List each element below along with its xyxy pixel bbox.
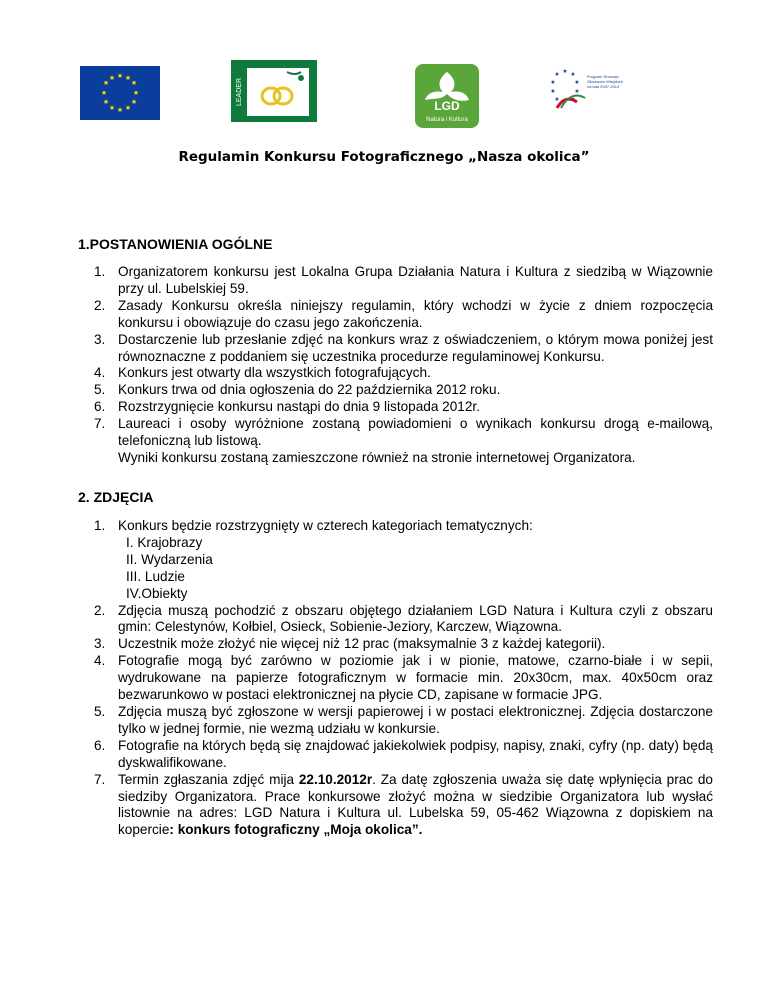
list-item xyxy=(94,331,713,366)
prow-logo xyxy=(547,68,627,112)
svg-text:★: ★ xyxy=(102,98,110,106)
item-text: Fotografie na których będą się znajdować jakiekolwiek podpisy, napisy, znaki, cyfry (np. daty) będą dyskwalifikowane. xyxy=(118,737,713,770)
svg-text:★: ★ xyxy=(574,79,580,86)
svg-text:★: ★ xyxy=(102,79,110,87)
list-item xyxy=(94,518,713,603)
svg-text:★: ★ xyxy=(554,71,560,78)
svg-text:★: ★ xyxy=(550,79,556,86)
leader-logo xyxy=(231,60,317,122)
item-text: Konkurs trwa od dnia ogłoszenia do 22 października 2012 roku. xyxy=(118,382,501,398)
list-item xyxy=(94,382,713,399)
category-item: II. Wydarzenia xyxy=(126,551,213,567)
item-text: Zdjęcia muszą być zgłoszone w wersji papierowej i w postaci elektronicznej. Zdjęcia dostarczone tylko w jednej formie, nie wezmą udziału w konkursie. xyxy=(118,703,713,736)
envelope-note: : konkurs fotograficzny „Moja okolica”. xyxy=(169,822,423,838)
lgd-natura-logo xyxy=(415,64,479,128)
svg-text:★: ★ xyxy=(574,88,580,95)
leader-logo-text: LEADER xyxy=(236,77,243,106)
item-number: 2. xyxy=(94,602,106,618)
item-text: Konkurs jest otwarty dla wszystkich fotografujących. xyxy=(118,365,431,381)
item-text: Zdjęcia muszą pochodzić z obszaru objętego działaniem LGD Natura i Kultura czyli z obszaru gmin: Celestynów, Kołbiel, Osieck, Sobienie-Jeziory, Karczew, Wiązowna. xyxy=(118,602,713,635)
item-number: 4. xyxy=(94,365,106,381)
item-extra-text: Wyniki konkursu zostaną zamieszczone również na stronie internetowej Organizatora. xyxy=(118,449,636,465)
svg-text:★: ★ xyxy=(562,68,568,75)
item-text: Fotografie mogą być zarówno w poziomie jak i w pionie, matowe, czarno-białe i w sepii, wydrukowane na papierze fotograficznym w formacie min. 20x30cm, max. 40x50cm oraz bezwarunkowo w postaci elektronicznej na płycie CD, zapisane w formacie JPG. xyxy=(118,653,713,703)
item-text: Laureaci i osoby wyróżnione zostaną powiadomieni o wynikach konkursu drogą e-mailową, telefoniczną lub listową. xyxy=(118,416,713,449)
svg-text:★: ★ xyxy=(124,104,132,112)
item-number: 4. xyxy=(94,653,106,669)
document-title: Regulamin Konkursu Fotograficznego „Nasza okolica” xyxy=(178,149,590,165)
item-number: 3. xyxy=(94,636,106,652)
item-number: 1. xyxy=(94,264,106,279)
item-number: 3. xyxy=(94,331,106,347)
item-text: Uczestnik może złożyć nie więcej niż 12 prac (maksymalnie 3 z każdej kategorii). xyxy=(118,636,606,652)
svg-text:★: ★ xyxy=(130,79,138,87)
list-item xyxy=(94,602,713,637)
svg-text:★: ★ xyxy=(108,104,116,112)
svg-text:★: ★ xyxy=(550,88,556,95)
item-text: Organizatorem konkursu jest Lokalna Grupa Działania Natura i Kultura z siedzibą w Wiązownie przy ul. Lubelskiej 59. xyxy=(118,264,713,296)
svg-text:★: ★ xyxy=(130,98,138,106)
list-item xyxy=(94,297,713,332)
deadline-date: 22.10.2012r xyxy=(298,771,373,787)
section-1-heading: 1.POSTANOWIENIA OGÓLNE xyxy=(78,236,273,252)
list-item xyxy=(94,636,713,653)
lgd-logo-subtext: Natura i Kultura xyxy=(426,117,468,123)
list-item xyxy=(94,264,713,298)
list-item xyxy=(94,703,713,738)
prow-logo-text: Program Rozwoju Obszarów Wiejskich na lata 2007-2013 xyxy=(587,74,624,89)
item-number: 5. xyxy=(94,382,106,398)
logo-bar xyxy=(0,60,768,123)
item-text xyxy=(118,772,713,838)
item-number: 2. xyxy=(94,297,106,313)
svg-text:★: ★ xyxy=(108,74,116,82)
item-number: 5. xyxy=(94,703,106,719)
list-item xyxy=(94,653,713,704)
svg-text:★: ★ xyxy=(116,106,124,114)
item-text: Konkurs będzie rozstrzygnięty w czterech kategoriach tematycznych: xyxy=(118,518,533,533)
item-number: 1. xyxy=(94,518,106,533)
eu-flag-logo xyxy=(80,66,160,120)
section-2-list xyxy=(94,518,713,839)
list-item xyxy=(94,365,713,382)
section-1-list xyxy=(94,264,713,467)
category-item: IV.Obiekty xyxy=(126,585,188,601)
svg-text:★: ★ xyxy=(124,74,132,82)
item-text-part: Termin zgłaszania zdjęć mija xyxy=(118,771,299,787)
list-item xyxy=(94,416,713,467)
item-text: Zasady Konkursu określa niniejszy regulamin, który wchodzi w życie z dniem rozpoczęcia konkursu i obowiązuje do czasu jego zakończenia. xyxy=(118,297,713,330)
section-2-heading: 2. ZDJĘCIA xyxy=(78,489,154,505)
svg-text:★: ★ xyxy=(100,89,108,97)
category-list xyxy=(126,535,713,603)
item-number: 6. xyxy=(94,737,106,753)
category-item: I. Krajobrazy xyxy=(126,534,203,550)
svg-text:★: ★ xyxy=(116,72,124,80)
item-number: 6. xyxy=(94,399,106,415)
item-text: Rozstrzygnięcie konkursu nastąpi do dnia 9 listopada 2012r. xyxy=(118,399,480,415)
lgd-logo-text: LGD xyxy=(434,99,460,113)
list-item xyxy=(94,771,713,840)
svg-text:★: ★ xyxy=(570,96,576,103)
category-item: III. Ludzie xyxy=(126,568,185,584)
item-number: 7. xyxy=(94,416,106,432)
item-text: Dostarczenie lub przesłanie zdjęć na konkurs wraz z oświadczeniem, o którym mowa poniżej jest równoznaczne z poddaniem się uczestnika procedurze regulaminowej Konkursu. xyxy=(118,331,713,364)
list-item xyxy=(94,737,713,772)
svg-text:★: ★ xyxy=(554,96,560,103)
svg-text:★: ★ xyxy=(132,89,140,97)
list-item xyxy=(94,399,713,416)
svg-text:★: ★ xyxy=(570,71,576,78)
item-number: 7. xyxy=(94,771,106,787)
item-text-part: . Za datę zgłoszenia uważa się datę wpłynięcia prac do siedziby Organizatora. Prace konkursowe złożyć można w siedzibie Organizatora lub wysłać listownie na adres: LGD Natura i Kultura ul. Lubelska 59, 05-462 Wiązowna z dopiskiem na kopercie xyxy=(118,771,713,838)
